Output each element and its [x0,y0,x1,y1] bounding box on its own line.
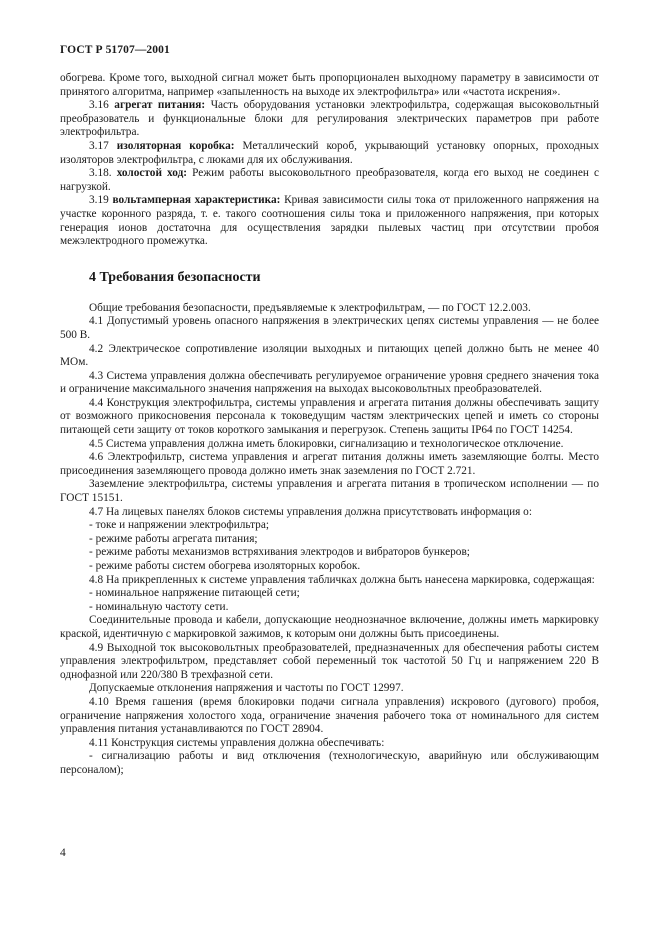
list-item: - режиме работы механизмов встряхивания электродов и вибраторов бункеров; [89,546,470,559]
paragraph: Соединительные провода и кабели, допускающие неоднозначное включение, должны иметь маркировку краской, идентичную с маркировкой зажимов, к которым они должны быть присоединены. [60,614,599,640]
definition-item [60,140,599,167]
list-item: - номинальное напряжение питающей сети; [89,587,300,600]
definition-item [60,99,599,140]
paragraph: 4.7 На лицевых панелях блоков системы управления должна присутствовать информация о: [89,505,532,518]
definition-item [60,167,599,194]
definition-text: Металлический короб, укрывающий установку опорных, проходных изоляторов электрофильтра, с люками для их обслуживания. [60,139,599,166]
paragraph: Общие требования безопасности, предъявляемые к электрофильтрам, — по ГОСТ 12.2.003. [89,301,531,314]
definition-number: 3.18. [89,167,112,180]
list-item: - токе и напряжении электрофильтра; [89,519,269,532]
paragraph: 4.10 Время гашения (время блокировки подачи сигнала управления) искрового (дугового) пробоя, ограничение напряжения холостого хода, ограничение значения рабочего тока от номинального для систем управления питания устанавливаются по ГОСТ 28904. [60,695,599,736]
paragraph: 4.1 Допустимый уровень опасного напряжения в электрических цепях системы управления — не более 500 В. [60,315,599,341]
definition-item [60,194,599,248]
definition-number: 3.17 [89,139,109,152]
section-title: 4 Требования безопасности [89,269,261,285]
page-content [60,72,599,778]
definition-text: Режим работы высоковольтного преобразователя, когда его выход не соединен с нагрузкой. [60,167,600,193]
paragraph: 4.8 На прикрепленных к системе управления табличках должна быть нанесена маркировка, содержащая: [89,573,595,586]
page-number: 4 [60,847,66,859]
paragraph: 4.3 Система управления должна обеспечивать регулируемое ограничение уровня среднего значения тока и ограничение максимального значения напряжения на выходах высоковольтных преобразователей. [60,369,599,396]
paragraph: 4.9 Выходной ток высоковольтных преобразователей, предназначенных для обеспечения работы систем управления электрофильтром, представляет собой переменный ток частотой 50 Гц и напряжением 220 В однофазной или 220/380 В трехфазной сети. [60,641,599,681]
list-item: - сигнализацию работы и вид отключения (технологическую, аварийную или обслуживающим персоналом); [60,750,599,776]
paragraph: 4.5 Система управления должна иметь блокировки, сигнализацию и технологическое отключение. [89,437,564,450]
paragraph: Допускаемые отклонения напряжения и частоты по ГОСТ 12997. [89,682,404,695]
list-item: - режиме работы агрегата питания; [89,532,258,545]
paragraph: 4.2 Электрическое сопротивление изоляции выходных и питающих цепей должно быть не менее 40 МОм. [60,342,599,369]
definition-term: изоляторная коробка: [116,139,235,152]
list-item: - номинальную частоту сети. [89,600,229,613]
definition-continuation: обогрева. Кроме того, выходной сигнал может быть пропорционален выходному параметру в зависимости от принятого алгоритма, например «запыленность на выходе их электрофильтра» или «частота искрения». [60,72,599,98]
definition-number: 3.16 [89,99,109,112]
paragraph: 4.6 Электрофильтр, система управления и агрегат питания должны иметь заземляющие болты. Место присоединения заземляющего провода должно иметь знак заземления по ГОСТ 2.721. [60,451,599,477]
paragraph: 4.11 Конструкция системы управления должна обеспечивать: [89,736,385,749]
definition-term: вольтамперная характеристика: [112,194,281,207]
definition-term: холостой ход: [116,167,188,180]
definition-text: Кривая зависимости силы тока от приложенного напряжения на участке коронного разряда, т. е. такого соотношения силы тока и приложенного напряжения, при которых генерация ионов достаточна для осуществления зарядки пылевых частиц при отсутствии пробоя межэлектродного промежутка. [60,194,599,248]
paragraph: Заземление электрофильтра, системы управления и агрегата питания в тропическом исполнении — по ГОСТ 15151. [60,478,599,505]
standard-header: ГОСТ Р 51707—2001 [60,44,170,56]
definition-number: 3.19 [89,194,109,207]
definition-term: агрегат питания: [114,99,206,112]
paragraph: 4.4 Конструкция электрофильтра, системы управления и агрегата питания должны обеспечивать защиту от возможного прикосновения персонала к токоведущим частям электрических цепей и иметь со стороны питающей сети защиту от токов короткого замыкания и перегрузок. Степень защиты IP64 по ГОСТ 14254. [60,396,599,437]
definition-text: Часть оборудования установки электрофильтра, содержащая высоковольтный преобразователь и функциональные блоки для регулирования электрических параметров при работе электрофильтра. [60,99,600,139]
list-item: - режиме работы систем обогрева изоляторных коробок. [89,560,361,572]
